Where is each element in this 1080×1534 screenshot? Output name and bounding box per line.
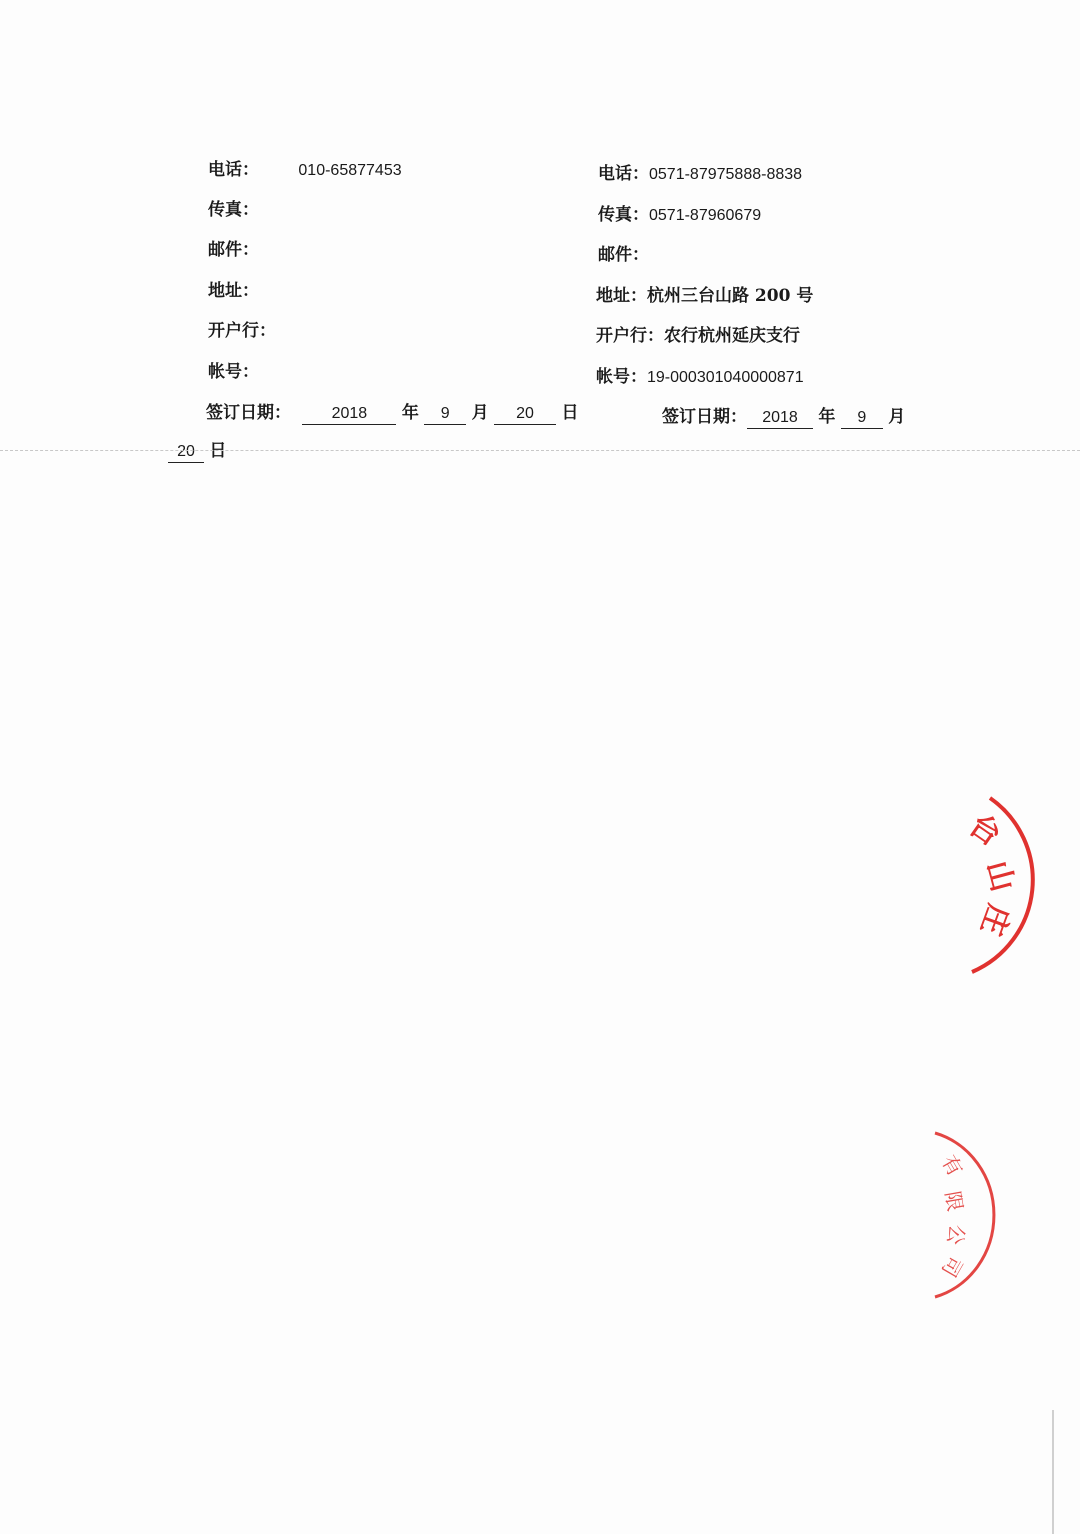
left-sign-day-unit: 日 bbox=[561, 403, 579, 423]
left-fax-label: 传真： bbox=[208, 200, 259, 220]
right-bank-row bbox=[596, 325, 800, 347]
left-address-label: 地址： bbox=[208, 281, 259, 301]
svg-text:山: 山 bbox=[978, 857, 1021, 896]
svg-text:公: 公 bbox=[942, 1222, 970, 1247]
right-phone-label: 电话： bbox=[598, 164, 649, 184]
right-sign-month-unit: 月 bbox=[888, 407, 906, 427]
right-phone-value: 0571-87975888-8838 bbox=[649, 166, 803, 183]
left-account-row bbox=[208, 361, 259, 383]
seal-text-top bbox=[962, 807, 1020, 939]
right-sign-date-label: 签订日期： bbox=[662, 407, 747, 427]
right-account-label: 帐号： bbox=[596, 367, 647, 387]
right-sign-year-unit: 年 bbox=[818, 407, 836, 427]
left-sign-date-label: 签订日期： bbox=[206, 403, 291, 423]
left-sign-year: 2018 bbox=[302, 404, 396, 425]
right-bank-value: 农行杭州延庆支行 bbox=[664, 326, 800, 346]
left-bank-label: 开户行： bbox=[208, 321, 276, 341]
right-sign-day-unit: 日 bbox=[209, 441, 227, 461]
left-account-label: 帐号： bbox=[208, 362, 259, 382]
company-seal-partial-top bbox=[940, 780, 1080, 990]
left-phone-value: 010-65877453 bbox=[298, 162, 402, 179]
left-sign-day: 20 bbox=[494, 404, 556, 425]
left-sign-date bbox=[206, 402, 578, 425]
left-sign-month: 9 bbox=[424, 404, 466, 425]
left-address-row bbox=[208, 280, 259, 302]
svg-text:有: 有 bbox=[936, 1150, 968, 1181]
right-fax-value: 0571-87960679 bbox=[649, 207, 762, 224]
right-address-value: 杭州三台山路 200 号 bbox=[647, 286, 814, 306]
left-sign-month-unit: 月 bbox=[471, 403, 489, 423]
right-sign-month: 9 bbox=[841, 408, 883, 429]
left-sign-year-unit: 年 bbox=[401, 403, 419, 423]
svg-text:限: 限 bbox=[940, 1189, 968, 1214]
right-account-row bbox=[596, 366, 804, 389]
right-email-row bbox=[598, 244, 649, 266]
seal-text-bottom bbox=[937, 1151, 970, 1281]
right-fax-row bbox=[598, 204, 761, 227]
left-phone-label: 电话： bbox=[208, 160, 259, 180]
svg-text:台: 台 bbox=[962, 807, 1008, 854]
left-email-row bbox=[208, 239, 259, 261]
right-fax-label: 传真： bbox=[598, 205, 649, 225]
right-phone-row bbox=[598, 163, 802, 186]
left-bank-row bbox=[208, 320, 276, 342]
right-address-row bbox=[596, 285, 813, 307]
right-account-value: 19-000301040000871 bbox=[647, 369, 804, 386]
paper-edge-shadow bbox=[1052, 1410, 1054, 1534]
left-phone-row bbox=[208, 159, 402, 182]
svg-text:庄: 庄 bbox=[972, 899, 1017, 940]
right-address-label: 地址： bbox=[596, 286, 647, 306]
right-sign-year: 2018 bbox=[747, 408, 813, 429]
company-seal-partial-bottom bbox=[925, 1125, 1015, 1305]
page-fold-line bbox=[0, 450, 1080, 451]
left-fax-row bbox=[208, 199, 259, 221]
right-email-label: 邮件： bbox=[598, 245, 649, 265]
svg-text:司: 司 bbox=[936, 1251, 968, 1282]
right-sign-date bbox=[662, 406, 905, 429]
left-email-label: 邮件： bbox=[208, 240, 259, 260]
right-sign-date-day-row bbox=[168, 440, 226, 463]
right-bank-label: 开户行： bbox=[596, 326, 664, 346]
right-sign-day: 20 bbox=[168, 442, 204, 463]
